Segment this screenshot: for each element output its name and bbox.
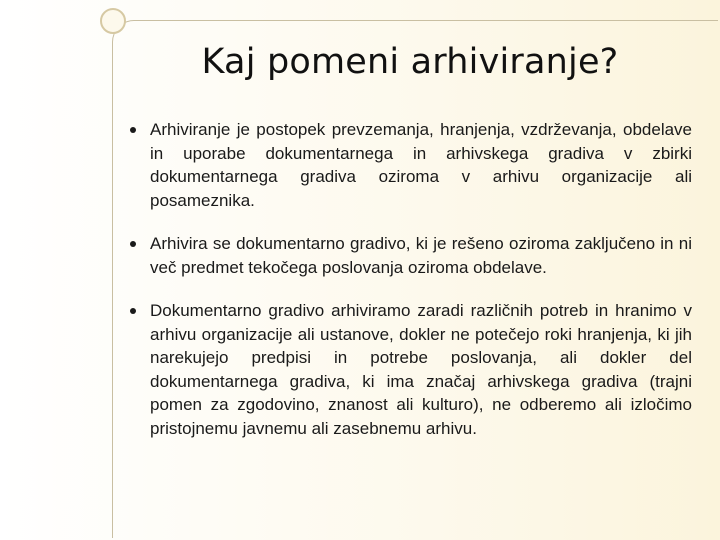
bullet-text: Arhivira se dokumentarno gradivo, ki je rešeno oziroma zaključeno in ni več predmet tekočega poslovanja oziroma obdelave. (150, 234, 692, 277)
bullet-dot-icon (130, 127, 136, 133)
slide-title: Kaj pomeni arhiviranje? (201, 42, 619, 82)
bullet-item (126, 232, 692, 279)
bullet-dot-icon (130, 308, 136, 314)
bullet-item (126, 299, 692, 440)
bullet-item (126, 118, 692, 212)
bullet-dot-icon (130, 241, 136, 247)
bullet-text: Dokumentarno gradivo arhiviramo zaradi različnih potreb in hranimo v arhivu organizacije ali ustanove, dokler ne potečejo roki hranjenja, ki jih narekujejo predpisi in potrebe poslovanja, ali dokler del dokumentarnega gradiva, ki ima značaj arhivskega gradiva (trajni pomen za zgodovino, znanost ali kulturo), ne odberemo ali izločimo pristojnemu javnemu ali zasebnemu arhivu. (150, 301, 692, 438)
bullet-list (126, 118, 692, 440)
decorative-ring-icon (100, 8, 126, 34)
bullet-text: Arhiviranje je postopek prevzemanja, hranjenja, vzdrževanja, obdelave in uporabe dokumentarnega in arhivskega gradiva v zbirki dokumentarnega gradiva oziroma v arhivu organizacije ali posameznika. (150, 120, 692, 210)
